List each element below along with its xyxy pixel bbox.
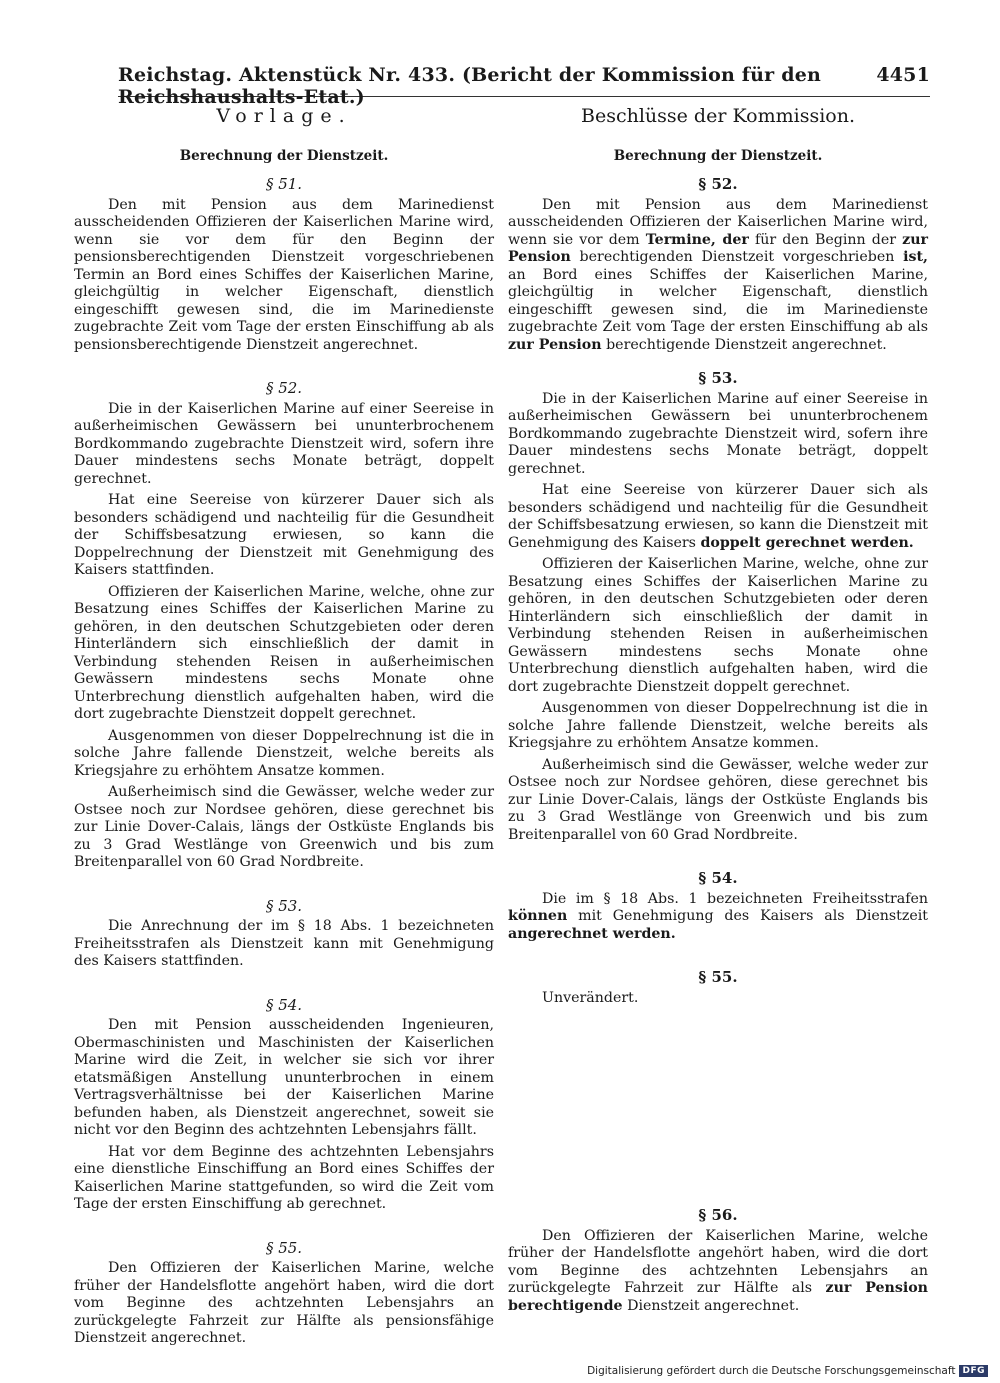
paragraph-text [508, 1228, 928, 1316]
text-run: berechtigende Dienstzeit angerechnet. [601, 336, 887, 353]
paragraph-text: Ausgenommen von dieser Doppelrechnung ist die in solche Jahre fallende Dienstzeit, welche bereits als Kriegsjahre zu erhöhtem Ansatze kommen. [508, 700, 928, 751]
bold-text-run: können [508, 908, 568, 924]
paragraph-text: Offizieren der Kaiserlichen Marine, welche, ohne zur Besatzung eines Schiffes der Kaiserlichen Marine zu gehören, in den deutschen Schutzgebieten oder deren Hinterländern sich einschließlich der damit in Verbindung stehenden Reisen in außerheimischen Gewässern mindestens sechs Monate ohne Unterbrechung dienstlich aufgehalten haben, wird die dort zugebrachte Dienstzeit doppelt gerechnet. [508, 556, 928, 695]
header-title: Reichstag. Aktenstück Nr. 433. (Bericht der Kommission für den Reichshaushalts-Etat.) [118, 64, 821, 108]
bold-text-run: zur Pension [508, 336, 602, 353]
paragraph-number: § 55. [698, 968, 738, 986]
bold-text-run: zur Pension [508, 231, 928, 265]
text-run: Die im § 18 Abs. 1 bezeichneten Freiheitsstrafen [542, 890, 928, 907]
bold-text-run: doppelt gerechnet werden. [700, 534, 914, 551]
footer [587, 1365, 988, 1377]
text-run: Den mit Pension aus dem Marinedienst ausscheidenden Offizieren der Kaiserlichen Marine wird, wenn sie vor dem [508, 196, 928, 248]
text-run: für den Beginn der [748, 231, 903, 248]
paragraph-text: Außerheimisch sind die Gewässer, welche weder zur Ostsee noch zur Nordsee gehören, diese gerechnet bis zur Linie Dover-Calais, längs der Ostküste Englands bis zu 3 Grad Westlänge von Greenwich und bis zum Breitenparallel von 60 Grad Nordbreite. [508, 756, 928, 843]
bold-text-run: ist, [903, 249, 928, 265]
paragraph-number: § 54. [698, 869, 738, 887]
paragraph-text: Hat vor dem Beginne des achtzehnten Lebensjahrs eine dienstliche Einschiffung an Bord eines Schiffes der Kaiserlichen Marine stattgefunden, so wird die Zeit vom Tage der ersten Einschiffung ab gerechnet. [74, 1143, 494, 1212]
dfg-logo: DFG [959, 1365, 988, 1377]
paragraph-text: Den Offizieren der Kaiserlichen Marine, welche früher der Handelsflotte angehört haben, wird die dort vom Beginne des achtzehnten Lebensjahrs an zurückgelegte Fahrzeit zur Hälfte als pensionsfähige Dienstzeit angerechnet. [74, 1260, 494, 1346]
spacer [74, 358, 494, 380]
section-heading-right: Berechnung der Dienstzeit. [613, 148, 823, 164]
paragraph-number: § 52. [698, 175, 738, 193]
spacer [508, 947, 928, 969]
paragraph-number: § 51. [265, 175, 303, 193]
page-number: 4451 [876, 64, 930, 86]
text-run: Hat eine Seereise von kürzerer Dauer sich als besonders schädigend und nachteilig für die Gesundheit der Schiffsbesatzung erwiesen, so kann die Dienstzeit mit Genehmigung des Kaisers [508, 482, 928, 551]
paragraph-text: Den mit Pension aus dem Marinedienst ausscheidenden Offizieren der Kaiserlichen Marine wird, wenn sie vor dem für den Beginn der pensionsberechtigenden Dienstzeit vorgeschriebenen Termin an Bord eines Schiffes der Kaiserlichen Marine, gleichgültig in welcher Eigenschaft, dienstlich eingeschifft gewesen sind, die im Marinedienste zugebrachte Zeit vom Tage der ersten Einschiffung ab als pensionsberechtigende Dienstzeit angerechnet. [74, 196, 494, 353]
paragraph-text: Die in der Kaiserlichen Marine auf einer Seereise in außerheimischen Gewässern bei ununterbrochenem Bordkommando zugebrachte Dienstzeit wird, sofern ihre Dauer mindestens sechs Monate beträgt, doppelt gerechnet. [508, 390, 928, 477]
text-run: mit Genehmigung des Kaisers als Dienstzeit [567, 908, 928, 924]
paragraph-number: § 52. [265, 379, 303, 397]
footer-credit: Digitalisierung gefördert durch die Deutsche Forschungsgemeinschaft [587, 1365, 956, 1377]
paragraph-text: Außerheimisch sind die Gewässer, welche weder zur Ostsee noch zur Nordsee gehören, diese gerechnet bis zur Linie Dover-Calais, längs der Ostküste Englands bis zu 3 Grad Westlänge von Greenwich und bis zum Breitenparallel von 60 Grad Nordbreite. [74, 784, 494, 870]
spacer [74, 876, 494, 898]
column-title-vorlage: Vorlage. [216, 105, 352, 127]
paragraph-text: Unverändert. [542, 989, 639, 1006]
paragraph-text: Den mit Pension ausscheidenden Ingenieuren, Obermaschinisten und Maschinisten der Kaiserlichen Marine wird die Zeit, in welcher sie sich vor ihrer etatsmäßigen Anstellung ununterbrochen in einem Vertragsverhältnisse bei der Kaiserlichen Marine befunden haben, als Dienstzeit angerechnet, soweit sie nicht vor den Beginn des achtzehnten Lebensjahrs fällt. [74, 1017, 494, 1138]
text-run: berechtigenden Dienstzeit vorgeschrieben [570, 249, 904, 265]
paragraph-number: § 53. [265, 896, 303, 915]
paragraph-text: Hat eine Seereise von kürzerer Dauer sich als besonders schädigend und nachteilig für die Gesundheit der Schiffsbesatzung erwiesen, so kann die Doppelrechnung der Dienstzeit mit Genehmigung des Kaisers stattfinden. [74, 492, 494, 578]
spacer [508, 1011, 928, 1207]
paragraph-text: Ausgenommen von dieser Doppelrechnung ist die in solche Jahre fallende Dienstzeit, welche bereits als Kriegsjahre zu erhöhtem Ansatze kommen. [74, 727, 494, 779]
bold-text-run: Termine, der [645, 231, 749, 248]
bold-text-run: angerechnet werden. [508, 925, 676, 942]
paragraph-text: Die in der Kaiserlichen Marine auf einer Seereise in außerheimischen Gewässern bei ununterbrochenem Bordkommando zugebrachte Dienstzeit wird, sofern ihre Dauer mindestens sechs Monate beträgt, doppelt gerechnet. [74, 400, 494, 487]
paragraph-number: § 54. [265, 995, 303, 1014]
text-run: Dienstzeit angerechnet. [622, 1297, 800, 1314]
text-run: an Bord eines Schiffes der Kaiserlichen Marine, gleichgültig in welcher Eigenschaft, dienstlich eingeschifft gewesen sind, die im Marinedienste zugebrachte Zeit vom Tage der ersten Einschiffung ab als [508, 266, 928, 335]
paragraph-text [508, 891, 928, 944]
paragraph-number: § 56. [698, 1206, 738, 1224]
bold-text-run: zur Pension berechtigende [508, 1280, 928, 1314]
page-header [118, 60, 930, 108]
spacer [74, 975, 494, 997]
paragraph-text [508, 482, 928, 552]
spacer [74, 1218, 494, 1240]
spacer [508, 848, 928, 870]
column-title-beschluesse: Beschlüsse der Kommission. [581, 105, 855, 127]
paragraph-number: § 55. [265, 1238, 303, 1257]
section-heading-left: Berechnung der Dienstzeit. [179, 148, 389, 164]
paragraph-text: Offizieren der Kaiserlichen Marine, welche, ohne zur Besatzung eines Schiffes der Kaiserlichen Marine zu gehören, in den deutschen Schutzgebieten oder deren Hinterländern sich einschließlich der damit in Verbindung stehenden Reisen in außerheimischen Gewässern mindestens sechs Monate ohne Unterbrechung dienstlich aufgehalten haben, wird die dort zugebrachte Dienstzeit doppelt gerechnet. [74, 583, 494, 722]
paragraph-text [508, 197, 928, 355]
text-run: Den Offizieren der Kaiserlichen Marine, welche früher der Handelsflotte angehört haben, wird die dort vom Beginne des achtzehnten Lebensjahrs an zurückgelegte Fahrzeit zur Hälfte als [508, 1227, 928, 1296]
paragraph-number: § 53. [698, 369, 738, 387]
column-vorlage [74, 105, 494, 1352]
paragraph-text: Die Anrechnung der im § 18 Abs. 1 bezeichneten Freiheitsstrafen als Dienstzeit kann mit Genehmigung des Kaisers stattfinden. [74, 918, 494, 969]
column-beschluesse [508, 105, 928, 1319]
